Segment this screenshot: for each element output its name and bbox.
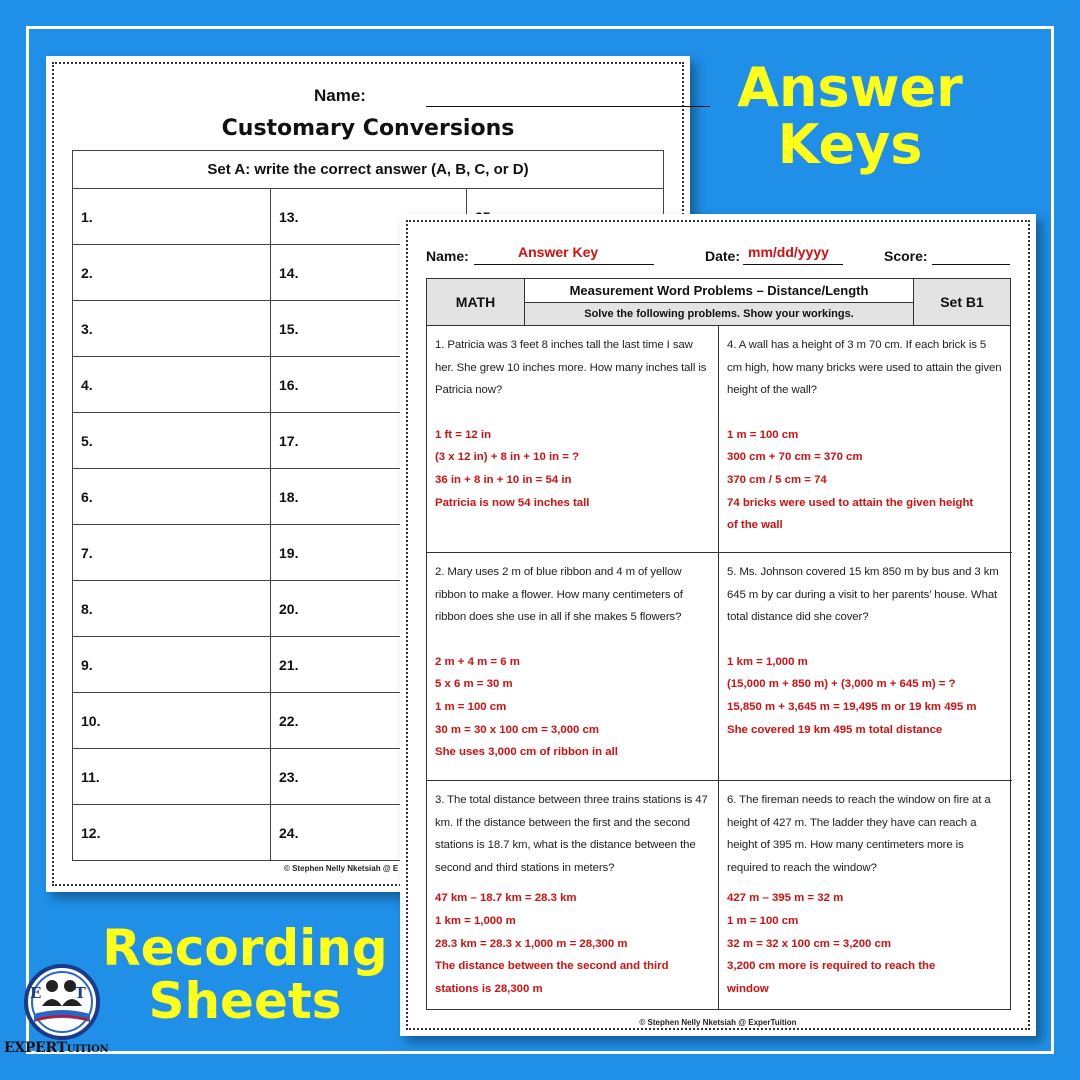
problem-cell <box>719 326 1012 553</box>
score-line <box>932 264 1010 265</box>
recording-sheets-heading: Recording Sheets <box>102 919 388 1030</box>
problem-answer: 1 ft = 12 in (3 x 12 in) + 8 in + 10 in = ? 36 in + 8 in + 10 in = 54 in Patricia is now 54 inches tall <box>435 428 590 509</box>
date-value: mm/dd/yyyy <box>748 244 829 260</box>
table-row: 4. 16. <box>73 357 664 413</box>
name-label: Name: <box>426 248 469 264</box>
problem-question: 2. Mary uses 2 m of blue ribbon and 4 m of yellow ribbon to make a flower. How many centimeters of ribbon does she use in all if she makes 5 flowers? <box>435 566 683 624</box>
problem-cell <box>719 781 1012 1010</box>
set-label: Set B1 <box>913 279 1010 325</box>
score-label: Score: <box>884 248 928 264</box>
instructions: Solve the following problems. Show your workings. <box>525 303 913 325</box>
table-row: 3. 15. <box>73 301 664 357</box>
problem-cell <box>427 326 719 553</box>
set-header: Set A: write the correct answer (A, B, C, or D) <box>73 151 664 189</box>
sheet-title: Customary Conversions <box>221 116 515 141</box>
problem-question: 5. Ms. Johnson covered 15 km 850 m by bus and 3 km 645 m by car during a visit to her parents’ house. What total distance did she cover? <box>727 566 999 624</box>
table-row: 9. 21. <box>73 637 664 693</box>
table-row: 10. 22. <box>73 693 664 749</box>
table-row: 6. 18. <box>73 469 664 525</box>
problem-cell <box>719 553 1012 781</box>
problem-cell <box>427 553 719 781</box>
problem-grid <box>426 326 1011 1010</box>
name-line <box>474 264 654 265</box>
date-line <box>743 264 843 265</box>
answer-key-sheet <box>400 214 1036 1036</box>
table-row: 2. 14. <box>73 245 664 301</box>
name-value: Answer Key <box>518 244 599 260</box>
problem-answer: 1 m = 100 cm 300 cm + 70 cm = 370 cm 370 cm / 5 cm = 74 74 bricks were used to attain the given height of the wall <box>727 428 974 532</box>
table-row: 8. 20. <box>73 581 664 637</box>
date-label: Date: <box>705 248 741 264</box>
topic-title: Measurement Word Problems – Distance/Length <box>525 279 913 303</box>
copyright-footer: © Stephen Nelly Nketsiah @ E <box>284 864 399 873</box>
table-row: 7. 19. <box>73 525 664 581</box>
table-row: 1. 13. <box>73 189 664 245</box>
answer-keys-heading: Answer Keys <box>737 56 963 176</box>
problem-question: 3. The total distance between three trains stations is 47 km. If the distance between the first and the second stations is 18.7 km, what is the distance between the second and third stations in meters? <box>435 794 708 874</box>
table-row: 12. 24. <box>73 805 664 861</box>
name-label: Name: <box>314 86 366 105</box>
problem-question: 1. Patricia was 3 feet 8 inches tall the last time I saw her. She grew 10 inches more. How many inches tall is Patricia now? <box>435 339 707 397</box>
problem-answer: 1 km = 1,000 m (15,000 m + 850 m) + (3,000 m + 645 m) = ? 15,850 m + 3,645 m = 19,495 m or 19 km 495 m She covered 19 km 495 m total distance <box>727 655 977 736</box>
subject-label: MATH <box>427 279 525 325</box>
problem-question: 4. A wall has a height of 3 m 70 cm. If each brick is 5 cm high, how many bricks were used to attain the given height of the wall? <box>727 339 1002 397</box>
problem-answer: 427 m – 395 m = 32 m 1 m = 100 cm 32 m = 32 x 100 cm = 3,200 cm 3,200 cm more is required to reach the window <box>727 892 936 995</box>
name-line <box>426 106 710 107</box>
problem-cell <box>427 781 719 1010</box>
table-row: 11. 23. <box>73 749 664 805</box>
table-row: 5. 17. <box>73 413 664 469</box>
problem-answer: 47 km – 18.7 km = 28.3 km 1 km = 1,000 m 28.3 km = 28.3 x 1,000 m = 28,300 m The distance between the second and third stations is 28,300 m <box>435 892 669 995</box>
copyright-footer: © Stephen Nelly Nketsiah @ ExperTuition <box>639 1018 797 1027</box>
problem-question: 6. The fireman needs to reach the window on fire at a height of 427 m. The ladder they have can reach a height of 395 m. How many centimeters more is required to reach the window? <box>727 794 991 874</box>
logo-letters: E T <box>30 984 100 1002</box>
problem-answer: 2 m + 4 m = 6 m 5 x 6 m = 30 m 1 m = 100 cm 30 m = 30 x 100 cm = 3,000 cm She uses 3,000 cm of ribbon in all <box>435 655 618 759</box>
logo-brand-text: EXPERTUITION <box>4 1040 109 1056</box>
worksheet-info-box <box>426 278 1011 326</box>
